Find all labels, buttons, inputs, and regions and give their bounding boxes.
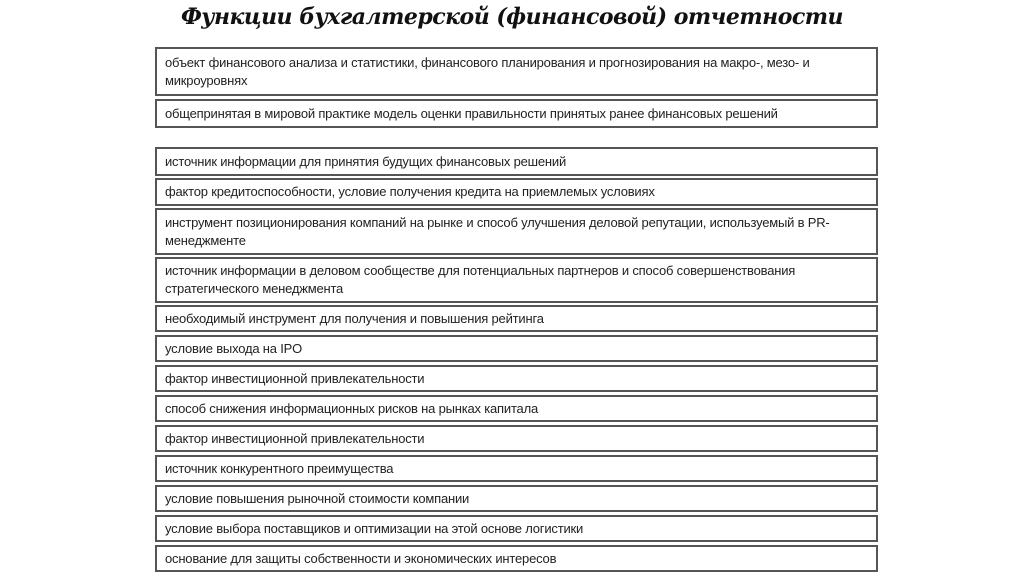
function-item: общепринятая в мировой практике модель оценки правильности принятых ранее финансовых решений — [155, 99, 878, 128]
function-item: источник конкурентного преимущества — [155, 455, 878, 482]
function-item: объект финансового анализа и статистики, финансового планирования и прогнозирования на макро-, мезо- и микроуровнях — [155, 47, 878, 96]
function-item: условие выбора поставщиков и оптимизации на этой основе логистики — [155, 515, 878, 542]
page-title: Функции бухгалтерской (финансовой) отчетности — [180, 4, 844, 30]
function-item: фактор инвестиционной привлекательности — [155, 425, 878, 452]
function-item: условие повышения рыночной стоимости компании — [155, 485, 878, 512]
function-item: фактор инвестиционной привлекательности — [155, 365, 878, 392]
function-item: необходимый инструмент для получения и повышения рейтинга — [155, 305, 878, 332]
function-item: способ снижения информационных рисков на рынках капитала — [155, 395, 878, 422]
function-item: фактор кредитоспособности, условие получения кредита на приемлемых условиях — [155, 178, 878, 206]
function-item: основание для защиты собственности и экономических интересов — [155, 545, 878, 572]
function-item: источник информации для принятия будущих финансовых решений — [155, 147, 878, 176]
function-item: инструмент позиционирования компаний на рынке и способ улучшения деловой репутации, используемый в PR-менеджменте — [155, 208, 878, 255]
function-item: источник информации в деловом сообществе для потенциальных партнеров и способ совершенствования стратегического менеджмента — [155, 257, 878, 303]
function-item: условие выхода на IPO — [155, 335, 878, 362]
